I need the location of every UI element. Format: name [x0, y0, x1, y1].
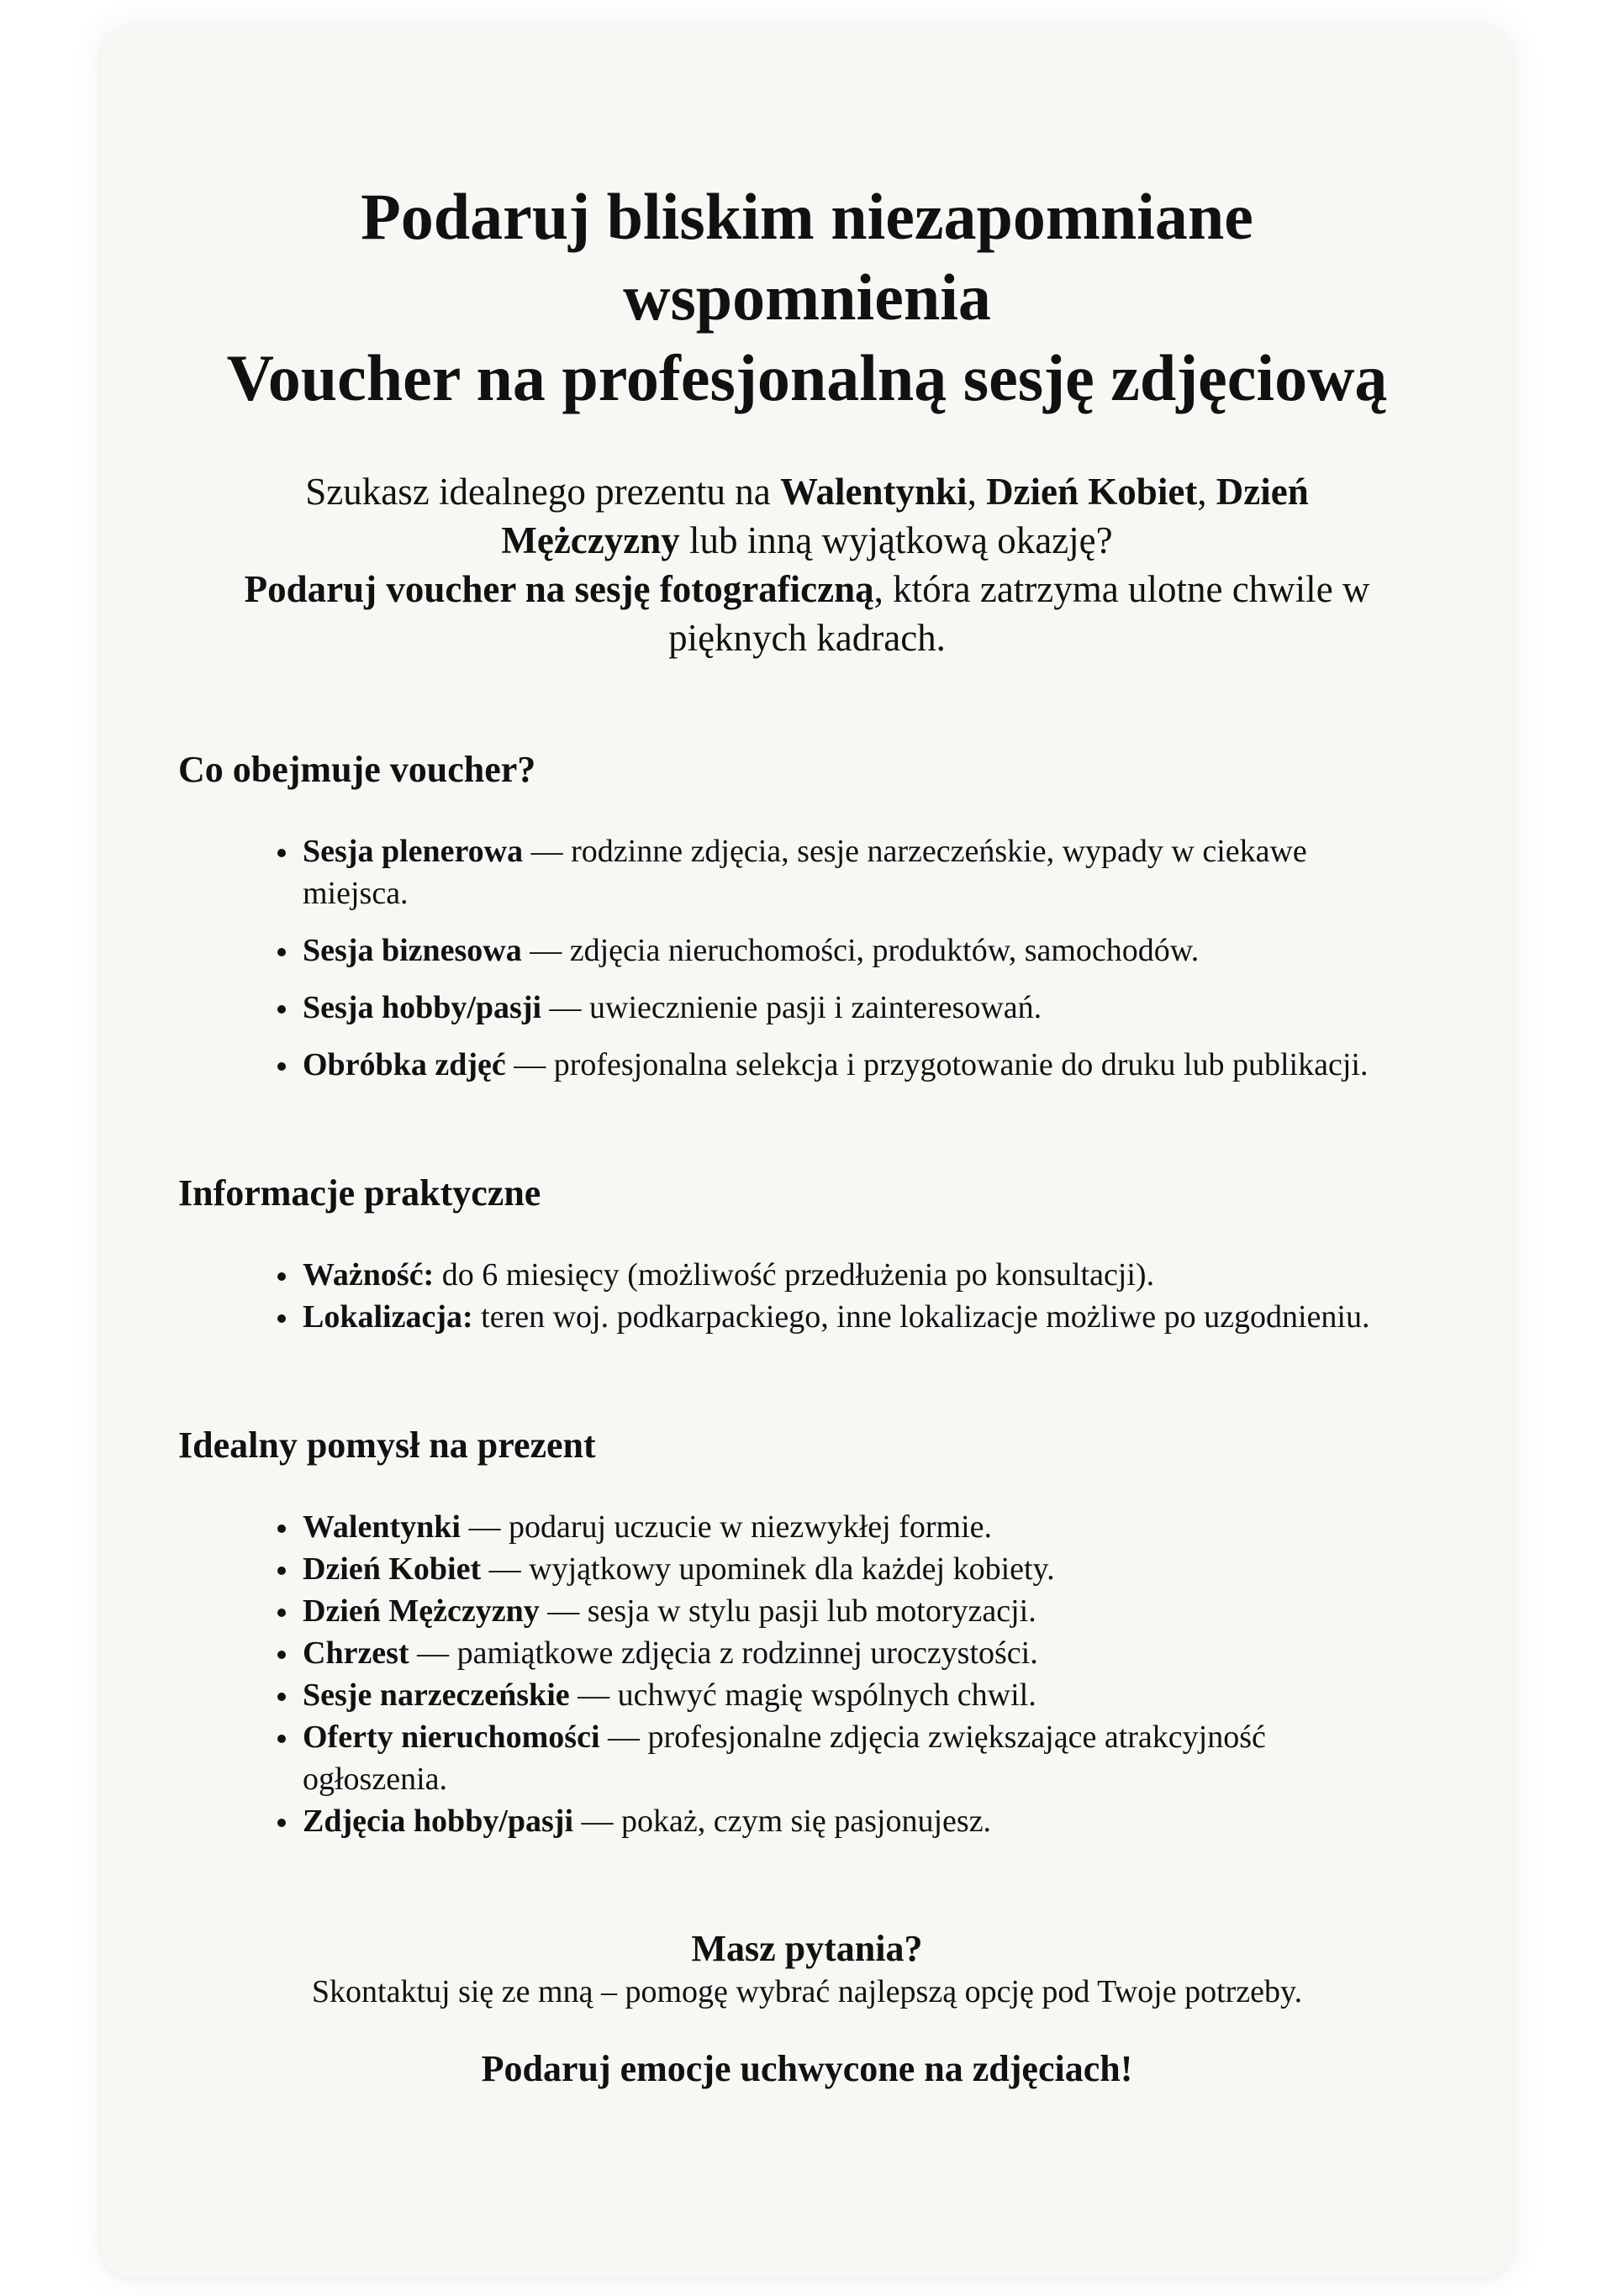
list-item [303, 1800, 1385, 1842]
item-desc: — uwiecznienie pasji i zainteresowań. [541, 990, 1042, 1025]
item-desc: do 6 miesięcy (możliwość przedłużenia po konsultacji). [434, 1257, 1155, 1293]
voucher-card [101, 25, 1513, 2278]
item-name: Dzień Kobiet [303, 1551, 482, 1587]
item-name: Lokalizacja: [303, 1299, 473, 1335]
questions-text: Skontaktuj się ze mną – pomogę wybrać najlepszą opcję pod Twoje potrzeby. [311, 1974, 1303, 2009]
practical-list [178, 1254, 1436, 1338]
item-desc: — wyjątkowy upominek dla każdej kobiety. [481, 1551, 1055, 1587]
intro-cta-rest: , która zatrzyma ulotne chwile w pięknych kadrach. [668, 568, 1370, 659]
list-item [303, 1506, 1385, 1548]
list-item [303, 1716, 1385, 1800]
gift-ideas-section [178, 1422, 1436, 1842]
title-line-1: Podaruj bliskim niezapomniane wspomnienia [361, 180, 1253, 334]
item-name: Sesja biznesowa [303, 933, 522, 968]
list-item [303, 987, 1385, 1029]
includes-title: Co obejmuje voucher? [178, 749, 536, 790]
includes-list [178, 830, 1436, 1086]
item-name: Sesje narzeczeńskie [303, 1677, 570, 1713]
intro-paragraph-1 [212, 467, 1402, 565]
item-name: Dzień Mężczyzny [303, 1593, 540, 1629]
gift-ideas-list [178, 1506, 1436, 1842]
item-name: Zdjęcia hobby/pasji [303, 1804, 574, 1839]
item-desc: — sesja w stylu pasji lub motoryzacji. [539, 1593, 1036, 1629]
intro-suffix: lub inną wyjątkową okazję? [679, 519, 1113, 561]
item-name: Sesja hobby/pasji [303, 990, 542, 1025]
item-name: Ważność: [303, 1257, 435, 1293]
item-desc: — zdjęcia nieruchomości, produktów, samochodów. [521, 933, 1200, 968]
item-desc: — rodzinne zdjęcia, sesje narzeczeńskie, wypady w ciekawe miejsca. [303, 834, 1307, 911]
intro-prefix: Szukasz idealnego prezentu na [305, 471, 780, 513]
list-item [303, 929, 1385, 972]
intro [178, 467, 1436, 662]
intro-paragraph-2 [212, 565, 1402, 662]
item-desc: teren woj. podkarpackiego, inne lokalizacje możliwe po uzgodnieniu. [472, 1299, 1370, 1335]
gift-ideas-title: Idealny pomysł na prezent [178, 1424, 596, 1466]
intro-cta-bold: Podaruj voucher na sesję fotograficzną [244, 568, 874, 610]
practical-title: Informacje praktyczne [178, 1172, 541, 1214]
title-line-2: Voucher na profesjonalną sesję zdjęciową [226, 341, 1388, 414]
occasion-womens-day: Dzień Kobiet [986, 471, 1198, 513]
item-desc: — uchwyć magię wspólnych chwil. [569, 1677, 1036, 1713]
list-item [303, 1674, 1385, 1716]
closing [178, 1926, 1436, 2093]
intro-sep-1: , [967, 471, 987, 513]
item-name: Walentynki [303, 1509, 461, 1545]
list-item [303, 830, 1385, 914]
practical-section [178, 1170, 1436, 1338]
item-name: Obróbka zdjęć [303, 1047, 506, 1082]
item-desc: — profesjonalne zdjęcia zwiększające atrakcyjność ogłoszenia. [303, 1719, 1266, 1797]
occasion-mens-day: Dzień Mężczyzny [501, 471, 1309, 561]
intro-sep-2: , [1197, 471, 1216, 513]
list-item [303, 1548, 1385, 1590]
item-name: Sesja plenerowa [303, 834, 524, 869]
list-item [303, 1632, 1385, 1674]
includes-section [178, 746, 1436, 1086]
list-item [303, 1296, 1385, 1338]
item-desc: — profesjonalna selekcja i przygotowanie do druku lub publikacji. [505, 1047, 1369, 1082]
occasion-valentines: Walentynki [780, 471, 968, 513]
questions-title: Masz pytania? [691, 1928, 923, 1969]
item-desc: — pokaż, czym się pasjonujesz. [573, 1804, 992, 1839]
list-item [303, 1044, 1385, 1086]
final-tagline: Podaruj emocje uchwycone na zdjęciach! [481, 2048, 1133, 2089]
item-desc: — pamiątkowe zdjęcia z rodzinnej uroczystości. [409, 1635, 1038, 1671]
page-title [178, 176, 1436, 419]
list-item [303, 1590, 1385, 1632]
list-item [303, 1254, 1385, 1296]
item-desc: — podaruj uczucie w niezwykłej formie. [460, 1509, 992, 1545]
item-name: Oferty nieruchomości [303, 1719, 600, 1755]
item-name: Chrzest [303, 1635, 409, 1671]
